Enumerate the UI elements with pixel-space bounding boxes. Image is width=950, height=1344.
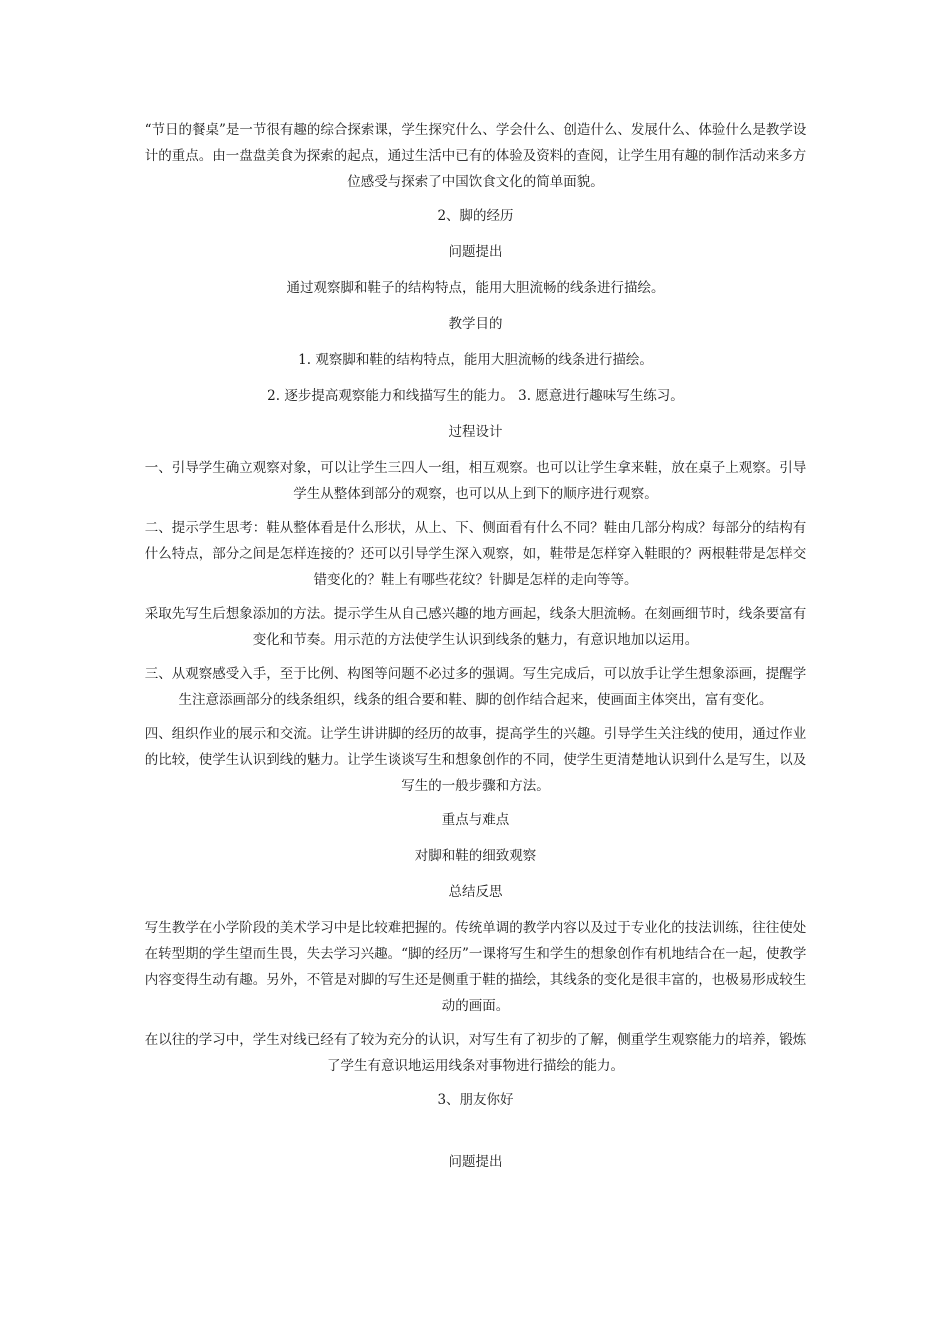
summary-paragraph-2: 在以往的学习中，学生对线已经有了较为充分的认识，对写生有了初步的了解，侧重学生观察能力的培养，锻炼了学生有意识地运用线条对事物进行描绘的能力。 <box>144 1032 807 1074</box>
problem-text: 通过观察脚和鞋子的结构特点，能用大胆流畅的线条进行描绘。 <box>286 280 665 296</box>
process-step-1: 一、引导学生确立观察对象，可以让学生三四人一组，相互观察。也可以让学生拿来鞋，放在桌子上观察。引导学生从整体到部分的观察，也可以从上到下的顺序进行观察。 <box>144 460 807 502</box>
problem-heading-2: 问题提出 <box>448 1154 503 1170</box>
section-3-title: 3、朋友你好 <box>437 1092 514 1108</box>
key-points-heading: 重点与难点 <box>441 812 510 828</box>
goal-item-1: 1. 观察脚和鞋的结构特点，能用大胆流畅的线条进行描绘。 <box>298 352 653 368</box>
process-heading: 过程设计 <box>448 424 503 440</box>
document-body <box>143 117 808 1185</box>
goal-heading: 教学目的 <box>448 316 503 332</box>
problem-heading: 问题提出 <box>448 244 503 260</box>
key-points-text: 对脚和鞋的细致观察 <box>414 848 537 864</box>
goal-items-2-3: 2. 逐步提高观察能力和线描写生的能力。 3. 愿意进行趣味写生练习。 <box>267 388 684 404</box>
summary-heading: 总结反思 <box>448 884 503 900</box>
process-step-3: 三、从观察感受入手，至于比例、构图等问题不必过多的强调。写生完成后，可以放手让学生想象添画，提醒学生注意添画部分的线条组织，线条的组合要和鞋、脚的创作结合起来，使画面主体突出，富有变化。 <box>144 666 807 708</box>
process-step-4: 四、组织作业的展示和交流。让学生讲讲脚的经历的故事，提高学生的兴趣。引导学生关注线的使用，通过作业的比较，使学生认识到线的魅力。让学生谈谈写生和想象创作的不同，使学生更清楚地认识到什么是写生，以及写生的一般步骤和方法。 <box>144 726 807 794</box>
process-step-2-method: 采取先写生后想象添加的方法。提示学生从自己感兴趣的地方画起，线条大胆流畅。在刻画细节时，线条要富有变化和节奏。用示范的方法使学生认识到线条的魅力，有意识地加以运用。 <box>144 606 807 648</box>
process-step-2: 二、提示学生思考：鞋从整体看是什么形状，从上、下、侧面看有什么不同？鞋由几部分构成？每部分的结构有什么特点，部分之间是怎样连接的？还可以引导学生深入观察，如，鞋带是怎样穿入鞋眼的？两根鞋带是怎样交错变化的？鞋上有哪些花纹？针脚是怎样的走向等等。 <box>144 520 807 588</box>
section-2-title: 2、脚的经历 <box>437 208 514 224</box>
intro-paragraph: “节日的餐桌”是一节很有趣的综合探索课，学生探究什么、学会什么、创造什么、发展什么、体验什么是教学设计的重点。由一盘盘美食为探索的起点，通过生活中已有的体验及资料的查阅，让学生用有趣的制作活动来多方位感受与探索了中国饮食文化的简单面貌。 <box>144 122 807 190</box>
summary-paragraph-1: 写生教学在小学阶段的美术学习中是比较难把握的。传统单调的教学内容以及过于专业化的技法训练，往往使处在转型期的学生望而生畏，失去学习兴趣。“脚的经历”一课将写生和学生的想象创作有机地结合在一起，使教学内容变得生动有趣。另外，不管是对脚的写生还是侧重于鞋的描绘，其线条的变化是很丰富的，也极易形成较生动的画面。 <box>144 920 807 1014</box>
